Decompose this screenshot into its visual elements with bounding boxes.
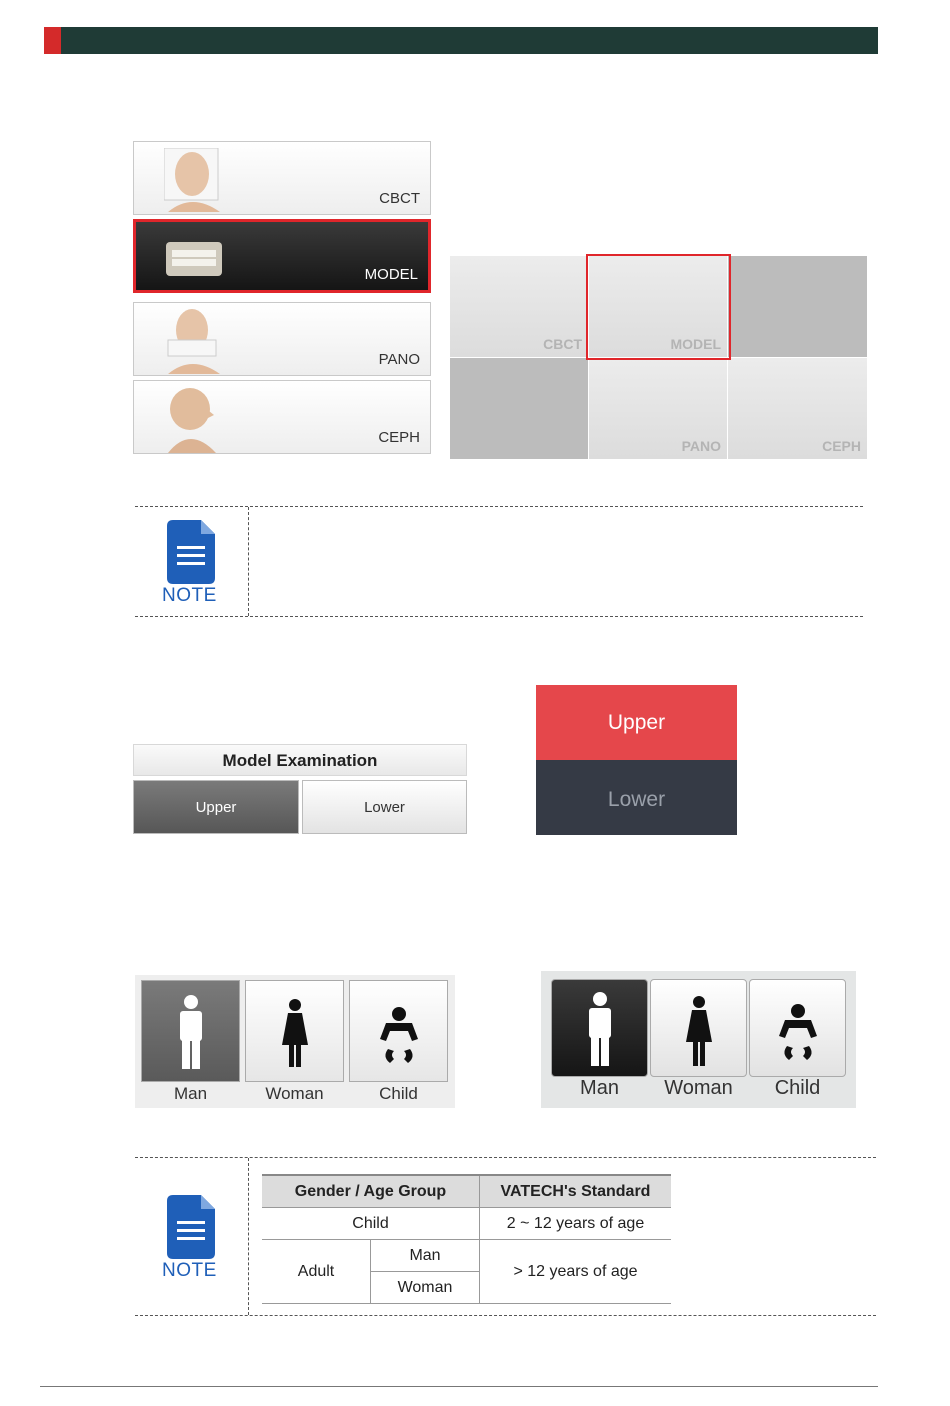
grid-cell-pano[interactable] (589, 358, 727, 459)
grid-cell-ceph[interactable] (728, 358, 867, 459)
gender-b-man-label: Man (580, 1077, 619, 1099)
table-cell-child: Child (262, 1208, 480, 1240)
table-header-standard: VATECH's Standard (480, 1175, 672, 1208)
mode-cbct-button[interactable] (133, 141, 431, 215)
header-accent (44, 27, 61, 54)
gender-a-child-button[interactable] (349, 980, 448, 1082)
note2-top-border (135, 1157, 876, 1158)
note2-bottom-border (135, 1315, 876, 1316)
table-cell-adult-standard: > 12 years of age (480, 1240, 672, 1304)
grid-pano-label: PANO (681, 438, 721, 454)
note1-bottom-border (135, 616, 863, 617)
note1-top-border (135, 506, 863, 507)
grid-model-label: MODEL (670, 336, 721, 352)
model-exam-title: Model Examination (133, 744, 467, 776)
mode-model-button[interactable] (133, 219, 431, 293)
woman-icon (684, 996, 714, 1068)
mode-pano-button[interactable] (133, 302, 431, 376)
note1-divider (248, 507, 249, 616)
mode-pano-label: PANO (378, 351, 420, 368)
cbct-head-icon (164, 148, 224, 212)
gender-a-woman-label: Woman (265, 1084, 324, 1103)
mode-ceph-label: CEPH (378, 429, 420, 446)
mode-list (133, 141, 433, 459)
mode-ceph-button[interactable] (133, 380, 431, 454)
pano-head-icon (164, 306, 224, 374)
grid-cell-empty-1 (728, 256, 867, 357)
note-document-icon (167, 1195, 217, 1259)
gender-b-child-label: Child (774, 1077, 821, 1099)
gender-b-woman-label: Woman (664, 1077, 733, 1099)
table-cell-child-standard: 2 ~ 12 years of age (480, 1208, 672, 1240)
gender-panel-b (541, 971, 856, 1108)
header-bar (44, 27, 878, 54)
child-icon (378, 1007, 420, 1067)
mode-grid (450, 256, 867, 459)
woman-icon (280, 999, 310, 1069)
gender-b-woman-button[interactable] (650, 979, 747, 1077)
gender-b-man-button[interactable] (551, 979, 648, 1077)
gender-a-man-label: Man (173, 1084, 208, 1103)
man-icon (585, 992, 615, 1068)
alt-lower-button[interactable]: Lower (536, 760, 737, 835)
alt-upper-button[interactable]: Upper (536, 685, 737, 760)
model-teeth-icon (162, 236, 228, 282)
child-icon (777, 1004, 819, 1064)
gender-panel-a (135, 975, 455, 1108)
man-icon (176, 995, 206, 1069)
model-exam-lower-button[interactable]: Lower (302, 780, 467, 834)
mode-cbct-label: CBCT (379, 190, 420, 207)
ceph-head-icon (160, 385, 224, 453)
mode-model-label: MODEL (364, 266, 418, 283)
note1-label: NOTE (162, 585, 217, 606)
gender-a-man-button[interactable] (141, 980, 240, 1082)
grid-ceph-label: CEPH (822, 438, 861, 454)
table-cell-adult: Adult (262, 1240, 371, 1304)
grid-selection-frame (586, 254, 731, 360)
age-group-table (262, 1174, 671, 1304)
table-header-row (262, 1175, 671, 1208)
table-cell-man: Man (371, 1240, 480, 1272)
model-exam-upper-button[interactable]: Upper (133, 780, 299, 834)
footer-rule (40, 1386, 878, 1387)
table-cell-woman: Woman (371, 1272, 480, 1304)
grid-cbct-label: CBCT (543, 336, 582, 352)
grid-cell-cbct[interactable] (450, 256, 588, 357)
gender-a-child-label: Child (379, 1084, 418, 1103)
table-row (262, 1240, 671, 1272)
gender-a-woman-button[interactable] (245, 980, 344, 1082)
table-header-group: Gender / Age Group (262, 1175, 480, 1208)
note2-label: NOTE (162, 1260, 217, 1281)
grid-cell-empty-2 (450, 358, 588, 459)
table-row (262, 1208, 671, 1240)
note-document-icon (167, 520, 217, 584)
gender-b-child-button[interactable] (749, 979, 846, 1077)
note2-divider (248, 1158, 249, 1315)
